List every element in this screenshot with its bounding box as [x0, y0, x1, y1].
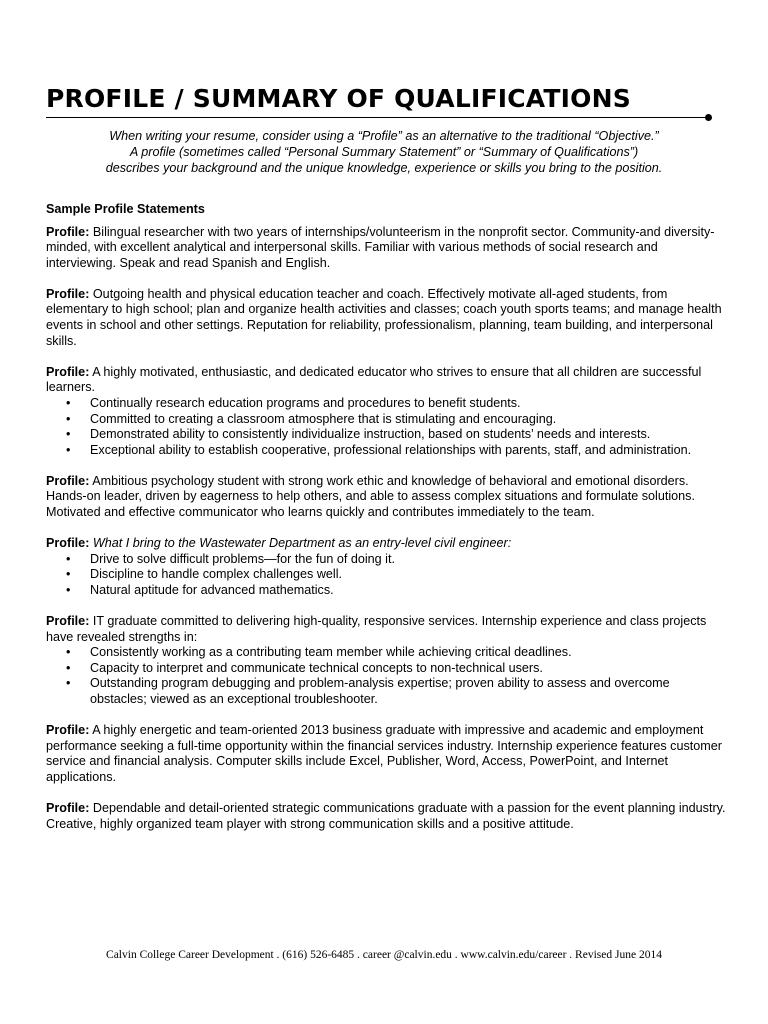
section-heading: Sample Profile Statements [46, 202, 205, 216]
profile-text: A highly energetic and team-oriented 2013 business graduate with impressive and academic and employment performance seeking a full-time opportunity within the financial services industry. Internship experience features customer service and financial analysis. Computer skills include Excel, Publisher, Word, Access, PowerPoint, and Internet applications. [46, 723, 722, 784]
list-item [46, 427, 726, 443]
profile-statement [46, 614, 726, 708]
bullet-icon: • [66, 442, 71, 457]
bullet-icon: • [66, 582, 71, 597]
intro-line: A profile (sometimes called “Personal Summary Statement” or “Summary of Qualifications”) [129, 145, 639, 159]
profile-statement [46, 536, 726, 598]
list-item [46, 552, 726, 568]
list-item-text: Consistently working as a contributing team member while achieving critical deadlines. [90, 645, 572, 660]
intro-line: When writing your resume, consider using a “Profile” as an alternative to the traditional “Objective.” [109, 129, 659, 143]
profile-statement [46, 225, 726, 272]
profile-text: Bilingual researcher with two years of internships/volunteerism in the nonprofit sector. Community-and diversity-minded, with excellent analytical and interpersonal skills. Familiar with various methods of social research and interviewing. Speak and read Spanish and English. [46, 224, 715, 270]
profile-text: Outgoing health and physical education teacher and coach. Effectively motivate all-aged students, from elementary to high school; plan and organize health activities and classes; coach youth sports teams; and manage health events in school and other settings. Reputation for reliability, professionalism, planning, team building, and interpersonal skills. [46, 286, 722, 348]
underline-end-dot [705, 114, 712, 121]
bullet-icon: • [66, 676, 71, 691]
list-item [46, 583, 726, 599]
footer-contact-line: Calvin College Career Development . (616) 526-6485 . career @calvin.edu . www.calvin.edu/career . Revised June 2014 [106, 949, 662, 961]
list-item-text: Outstanding program debugging and problem-analysis expertise; proven ability to assess and overcome obstacles; viewed as an exceptional troubleshooter. [90, 676, 670, 706]
profile-statement [46, 723, 726, 785]
title-underline [46, 117, 708, 118]
list-item [46, 567, 726, 583]
list-item [46, 443, 726, 459]
profile-text: A highly motivated, enthusiastic, and dedicated educator who strives to ensure that all children are successful learners. [46, 364, 702, 395]
profile-text: Ambitious psychology student with strong work ethic and knowledge of behavioral and emotional disorders. Hands-on leader, driven by eagerness to help others, and able to assess complex situations and formulate solutions. Motivated and effective communicator who learns quickly and contributes immediately to the team. [46, 473, 695, 519]
list-item [46, 676, 726, 707]
bullet-icon: • [66, 551, 71, 566]
list-item-text: Discipline to handle complex challenges well. [90, 567, 343, 582]
bullet-icon: • [66, 427, 71, 442]
list-item [46, 645, 726, 661]
profile-text: What I bring to the Wastewater Department as an entry-level civil engineer: [92, 536, 512, 551]
list-item [46, 396, 726, 412]
list-item-text: Natural aptitude for advanced mathematics. [90, 582, 334, 597]
list-item [46, 412, 726, 428]
list-item-text: Drive to solve difficult problems—for the fun of doing it. [90, 551, 395, 566]
list-item-text: Exceptional ability to establish cooperative, professional relationships with parents, staff, and administration. [90, 442, 692, 457]
profile-label: Profile: [46, 723, 90, 738]
list-item-text: Capacity to interpret and communicate technical concepts to non-technical users. [90, 660, 543, 675]
bullet-list [46, 645, 726, 707]
bullet-icon: • [66, 567, 71, 582]
profile-label: Profile: [46, 286, 90, 301]
bullet-icon: • [66, 411, 71, 426]
bullet-icon: • [66, 395, 71, 410]
profile-label: Profile: [46, 364, 90, 379]
profile-label: Profile: [46, 800, 90, 815]
intro-paragraph [46, 128, 722, 176]
profile-statement [46, 365, 726, 459]
profile-statement [46, 801, 726, 832]
profiles-section [46, 202, 726, 848]
list-item [46, 661, 726, 677]
profile-label: Profile: [46, 473, 90, 488]
page-title: PROFILE / SUMMARY OF QUALIFICATIONS [46, 84, 631, 113]
list-item-text: Demonstrated ability to consistently individualize instruction, based on students’ needs and interests. [90, 427, 651, 442]
bullet-icon: • [66, 660, 71, 675]
profile-statement [46, 474, 726, 521]
profile-label: Profile: [46, 536, 90, 551]
profile-text: IT graduate committed to delivering high-quality, responsive services. Internship experience and class projects have revealed strengths in: [46, 613, 707, 644]
profile-statement [46, 287, 726, 349]
bullet-icon: • [66, 645, 71, 660]
list-item-text: Continually research education programs and procedures to benefit students. [90, 395, 521, 410]
list-item-text: Committed to creating a classroom atmosphere that is stimulating and encouraging. [90, 411, 557, 426]
bullet-list [46, 552, 726, 599]
profile-label: Profile: [46, 613, 90, 628]
profile-text: Dependable and detail-oriented strategic communications graduate with a passion for the event planning industry. Creative, highly organized team player with strong communication skills and a positive attitude. [46, 800, 726, 831]
intro-line: describes your background and the unique knowledge, experience or skills you bring to the position. [105, 161, 663, 175]
profile-label: Profile: [46, 224, 90, 239]
bullet-list [46, 396, 726, 458]
